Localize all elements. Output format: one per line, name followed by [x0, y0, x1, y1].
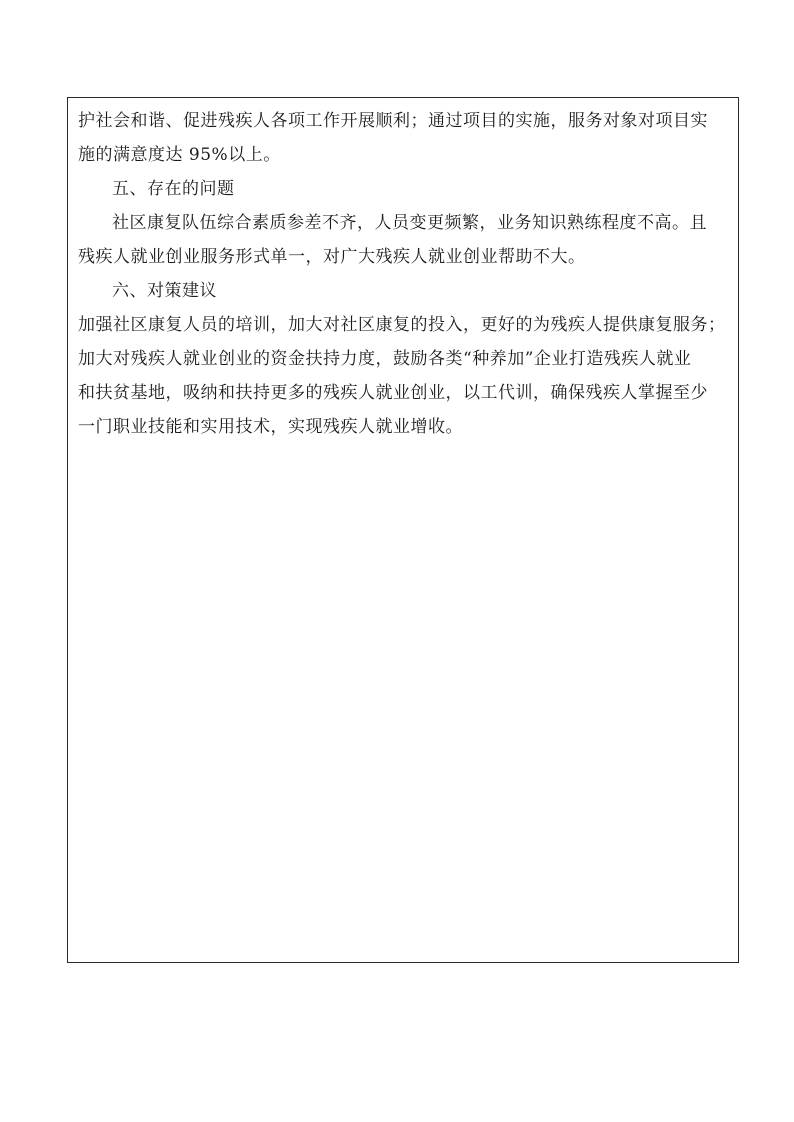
text-line: 护社会和谐、促进残疾人各项工作开展顺利；通过项目的实施，服务对象对项目实 [78, 111, 708, 131]
section-heading-problems: 五、存在的问题 [112, 179, 235, 199]
text-line: 社区康复队伍综合素质参差不齐，人员变更频繁，业务知识熟练程度不高。且 [112, 213, 707, 233]
document-body [78, 104, 738, 444]
text-line: 残疾人就业创业服务形式单一，对广大残疾人就业创业帮助不大。 [78, 247, 586, 267]
text-line: 加强社区康复人员的培训，加大对社区康复的投入，更好的为残疾人提供康复服务； [78, 315, 726, 335]
text-line: 加大对残疾人就业创业的资金扶持力度，鼓励各类“种养加”企业打造残疾人就业 [78, 349, 692, 369]
section-heading-suggestions: 六、对策建议 [112, 281, 217, 301]
text-line: 和扶贫基地，吸纳和扶持更多的残疾人就业创业，以工代训，确保残疾人掌握至少 [78, 383, 708, 403]
text-line: 施的满意度达 95%以上。 [78, 145, 281, 165]
text-line: 一门职业技能和实用技术，实现残疾人就业增收。 [78, 417, 463, 437]
